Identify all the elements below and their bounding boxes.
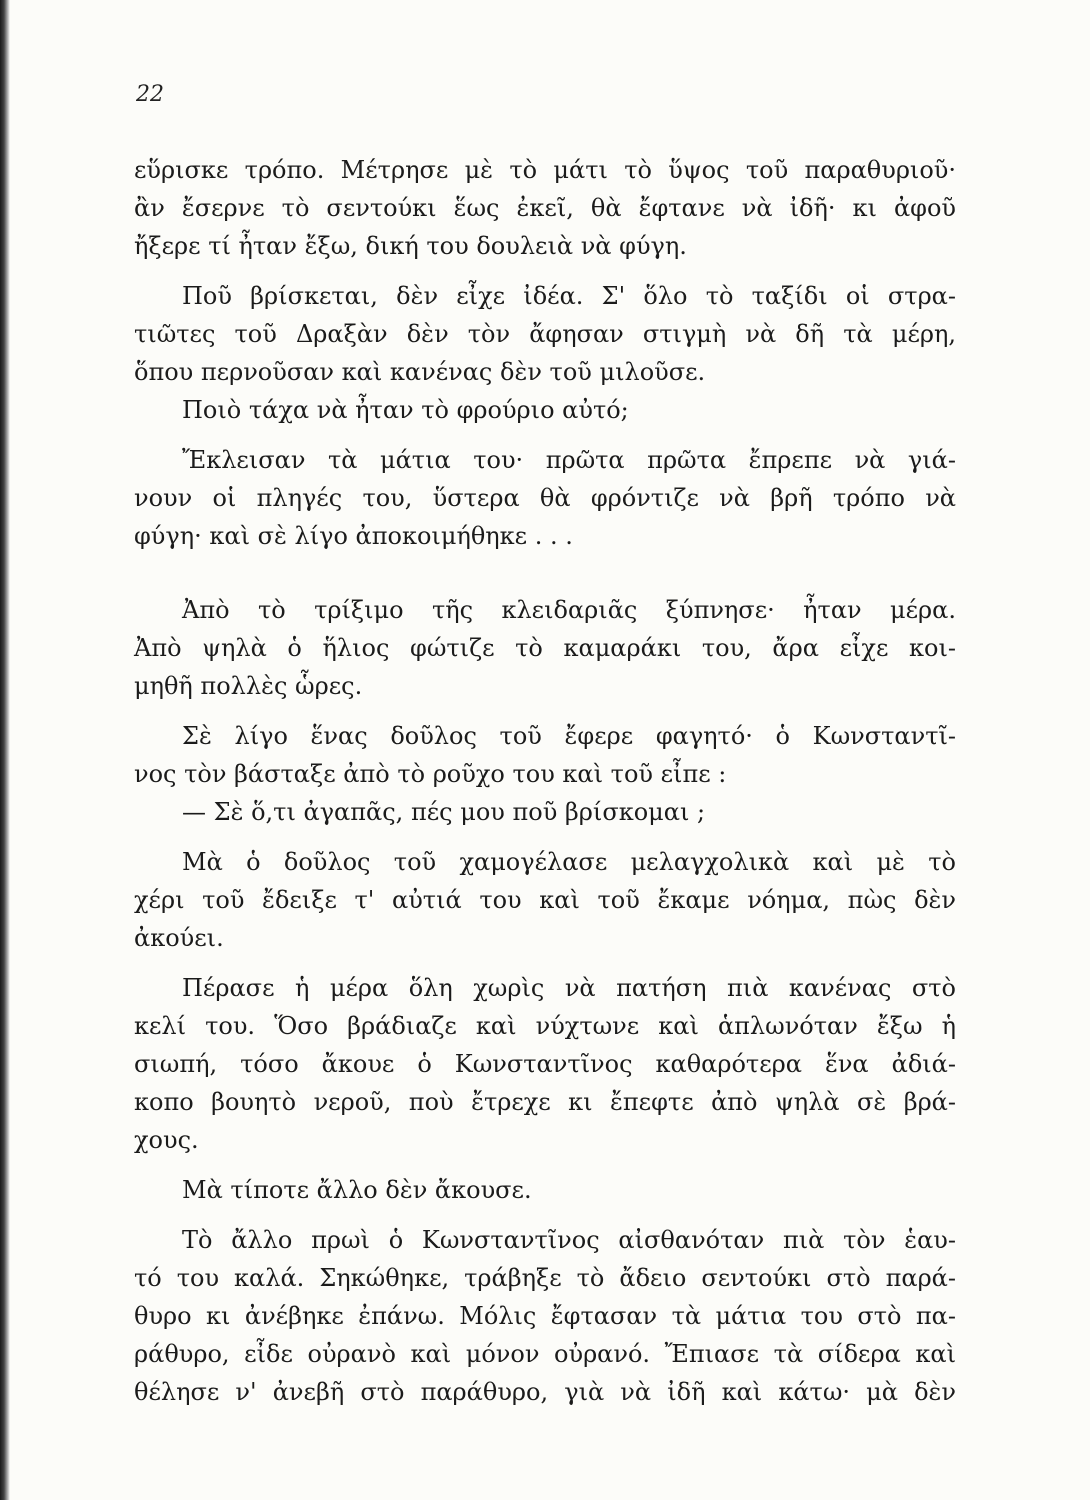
text-line: Πέρασε ἡ μέρα ὅλη χωρὶς νὰ πατήση πιὰ κανένας στὸ [182, 974, 956, 1002]
text-line: φύγη· καὶ σὲ λίγο ἀποκοιμήθηκε . . . [134, 522, 573, 550]
text-line: εὕρισκε τρόπο. Μέτρησε μὲ τὸ μάτι τὸ ὕψος τοῦ παραθυριοῦ· [134, 156, 956, 184]
text-line: Ποιὸ τάχα νὰ ἦταν τὸ φρούριο αὐτό; [182, 396, 629, 424]
text-line: νος τὸν βάσταξε ἀπὸ τὸ ροῦχο του καὶ τοῦ εἶπε : [134, 760, 727, 788]
text-line: ἂν ἔσερνε τὸ σεντούκι ἕως ἐκεῖ, θὰ ἔφτανε νὰ ἰδῆ· κι ἀφοῦ [134, 194, 956, 222]
text-line: νουν οἱ πληγές του, ὕστερα θὰ φρόντιζε νὰ βρῆ τρόπο νὰ [134, 484, 956, 512]
text-line: χους. [134, 1126, 199, 1154]
text-line: Σὲ λίγο ἕνας δοῦλος τοῦ ἔφερε φαγητό· ὁ Κωνσταντῖ- [182, 722, 956, 750]
text-line: μηθῆ πολλὲς ὧρες. [134, 672, 363, 700]
text-line: τό του καλά. Σηκώθηκε, τράβηξε τὸ ἄδειο σεντούκι στὸ παρά- [134, 1264, 956, 1292]
text-line: ράθυρο, εἶδε οὐρανὸ καὶ μόνον οὐρανό. Ἔπιασε τὰ σίδερα καὶ [134, 1340, 956, 1368]
text-line: Ἀπὸ τὸ τρίξιμο τῆς κλειδαριᾶς ξύπνησε· ἦταν μέρα. [182, 596, 956, 624]
text-line: Ἔκλεισαν τὰ μάτια του· πρῶτα πρῶτα ἔπρεπε νὰ γιά- [182, 446, 956, 474]
page-binding-edge [0, 0, 10, 1500]
text-line: ὅπου περνοῦσαν καὶ κανένας δὲν τοῦ μιλοῦσε. [134, 358, 706, 386]
text-line: ἀκούει. [134, 924, 224, 952]
text-line: χέρι τοῦ ἔδειξε τ' αὐτιά του καὶ τοῦ ἔκαμε νόημα, πὼς δὲν [134, 886, 956, 914]
text-line: κοπο βουητὸ νεροῦ, ποὺ ἔτρεχε κι ἔπεφτε ἀπὸ ψηλὰ σὲ βρά- [134, 1088, 956, 1116]
text-line: Ἀπὸ ψηλὰ ὁ ἥλιος φώτιζε τὸ καμαράκι του, ἄρα εἶχε κοι- [134, 634, 956, 662]
text-line: σιωπή, τόσο ἄκουε ὁ Κωνσταντῖνος καθαρότερα ἕνα ἀδιά- [134, 1050, 956, 1078]
text-line: θυρο κι ἀνέβηκε ἐπάνω. Μόλις ἔφτασαν τὰ μάτια του στὸ πα- [134, 1302, 956, 1330]
text-line: Μὰ τίποτε ἄλλο δὲν ἄκουσε. [182, 1176, 532, 1204]
text-line: — Σὲ ὅ,τι ἀγαπᾶς, πές μου ποῦ βρίσκομαι ; [182, 798, 706, 826]
text-line: ἤξερε τί ἦταν ἔξω, δική του δουλειὰ νὰ φύγη. [134, 232, 687, 260]
text-line: Ποῦ βρίσκεται, δὲν εἶχε ἰδέα. Σ' ὅλο τὸ ταξίδι οἱ στρα- [182, 282, 956, 310]
text-line: Τὸ ἄλλο πρωὶ ὁ Κωνσταντῖνος αἰσθανόταν πιὰ τὸν ἑαυ- [182, 1226, 956, 1254]
text-line: Μὰ ὁ δοῦλος τοῦ χαμογέλασε μελαγχολικὰ καὶ μὲ τὸ [182, 848, 956, 876]
text-line: τιῶτες τοῦ Δραξὰν δὲν τὸν ἄφησαν στιγμὴ νὰ δῆ τὰ μέρη, [134, 320, 956, 348]
text-line: θέλησε ν' ἀνεβῆ στὸ παράθυρο, γιὰ νὰ ἰδῆ καὶ κάτω· μὰ δὲν [134, 1378, 956, 1406]
page-number: 22 [136, 82, 164, 107]
text-line: κελί του. Ὅσο βράδιαζε καὶ νύχτωνε καὶ ἁπλωνόταν ἔξω ἡ [134, 1012, 956, 1040]
